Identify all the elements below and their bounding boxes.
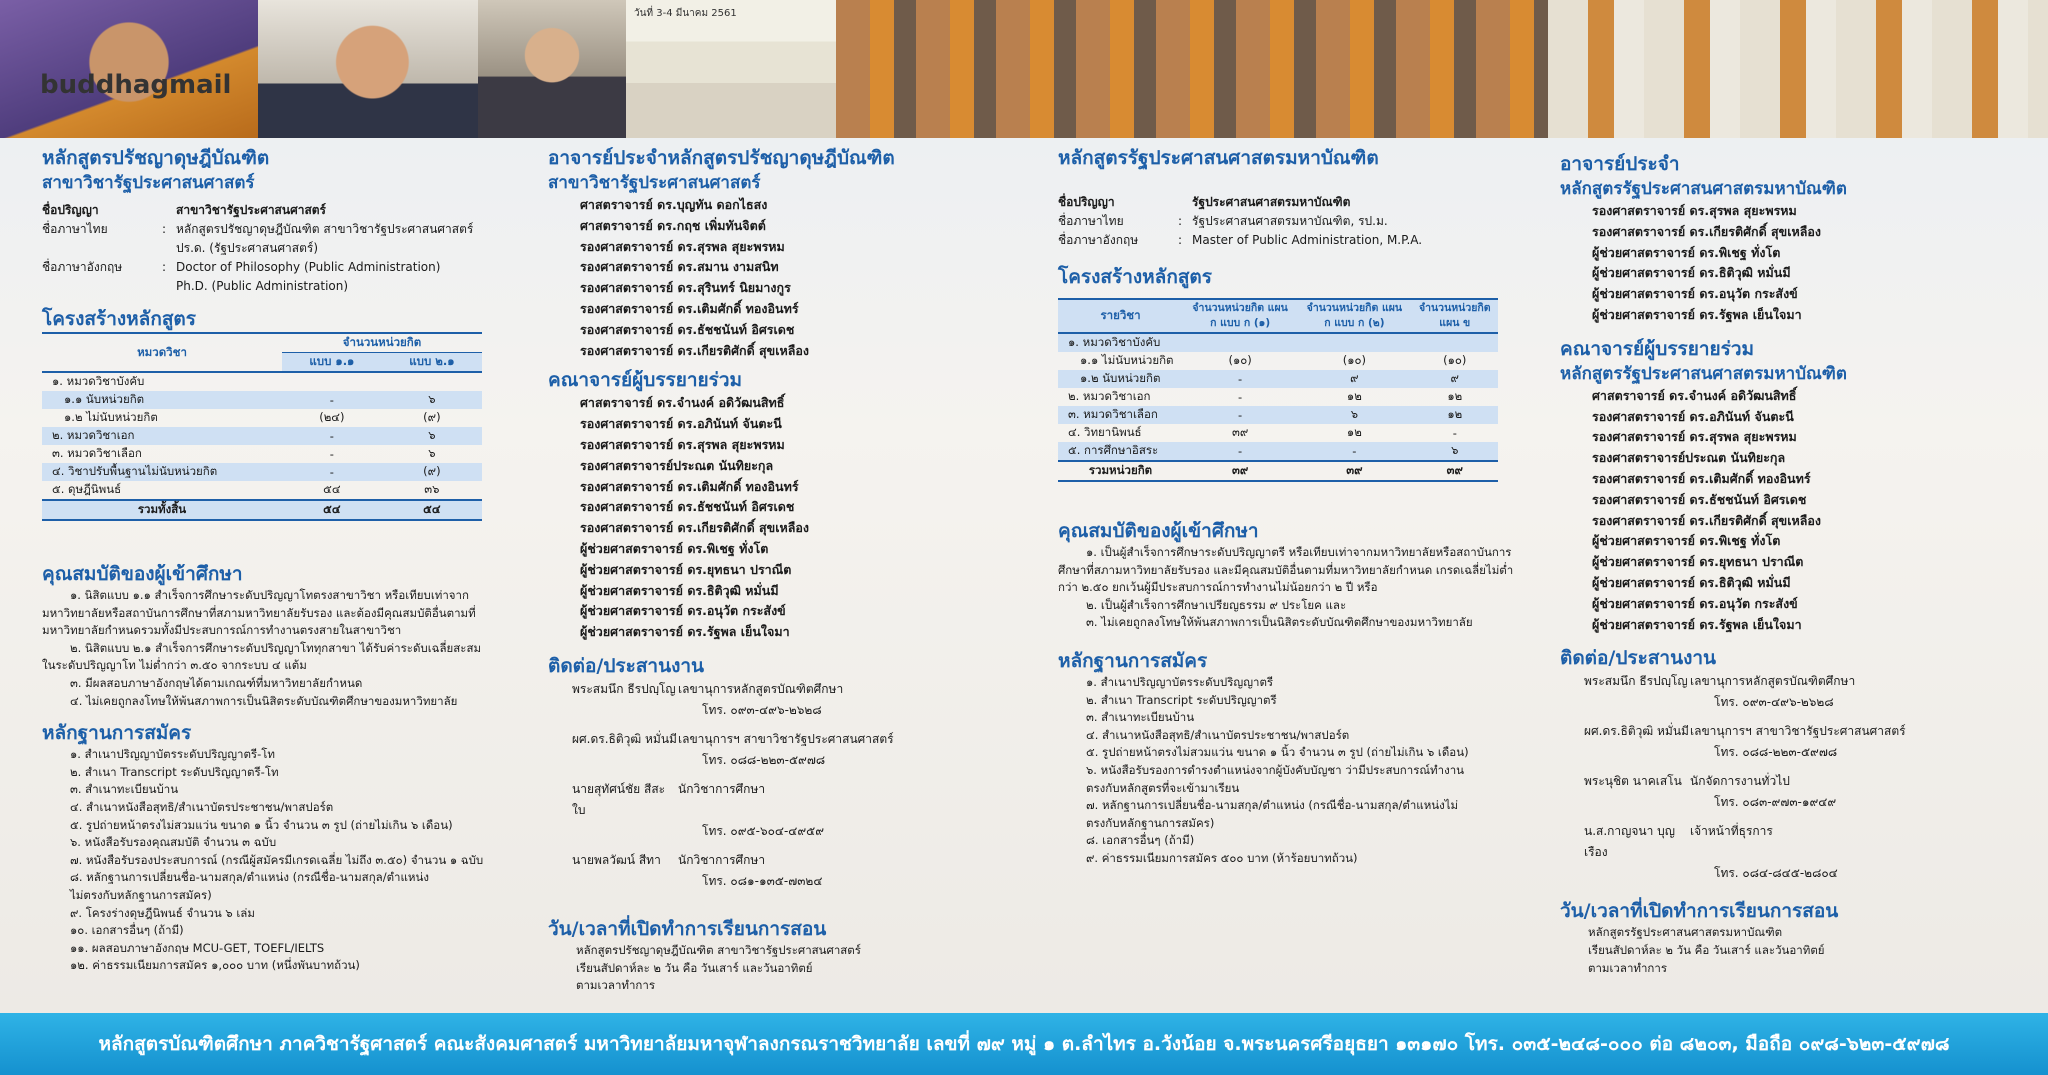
table-cell: ๔. วิชาปรับพื้นฐานไม่นับหน่วยกิต [42, 463, 282, 481]
structure-title: โครงสร้างหลักสูตร [1058, 266, 1212, 288]
faculty-member: ผู้ช่วยศาสตราจารย์ ดร.อนุวัต กระสังข์ [1592, 286, 1798, 302]
contact-row [1560, 721, 2030, 742]
info-value: รัฐประศาสนศาสตรมหาบัณฑิต, รป.ม. [1192, 214, 1388, 228]
table-row [42, 372, 482, 391]
lecturers-list [1560, 386, 2030, 636]
document-item: ๖. หนังสือรับรองคุณสมบัติ จำนวน ๓ ฉบับ [70, 835, 277, 850]
contact-role: เลขานุการหลักสูตรบัณฑิตศึกษา [1690, 674, 1856, 689]
contact-phone: โทร. ๐๘๑-๑๓๕-๗๓๒๔ [702, 873, 823, 888]
qualification-item: ๑. เป็นผู้สำเร็จการศึกษาระดับปริญญาตรี หรือเทียบเท่าจากมหาวิทยาลัยหรือสถาบันการศึกษาที่สภามหาวิทยาลัยรับรอง และมีคุณสมบัติอื่นตามที่มหาวิทยาลัยกำหนด เกรดเฉลี่ยไม่ต่ำกว่า ๒.๕๐ ยกเว้นผู้มีประสบการณ์การทำงานไม่น้อยกว่า ๒ ปี หรือ [1058, 545, 1514, 595]
table-cell: ๖ [1297, 406, 1411, 424]
schedule-line: หลักสูตรรัฐประศาสนศาสตรมหาบัณฑิต [1588, 925, 1783, 940]
contact-spacer [1560, 884, 2030, 892]
lecturers-list [548, 393, 1018, 643]
table-cell: ๖ [382, 391, 482, 409]
contact-phone: โทร. ๐๙๕-๖๐๔-๔๙๕๙ [702, 823, 825, 838]
lecturer-member: รองศาสตราจารย์ ดร.สุรพล สุยะพรหม [580, 436, 785, 452]
document-item: ตรงกับหลักสูตรที่จะเข้ามาเรียน [1086, 780, 1240, 795]
footer-address-bar: หลักสูตรบัณฑิตศึกษา ภาควิชารัฐศาสตร์ คณะสังคมศาสตร์ มหาวิทยาลัยมหาจุฬาลงกรณราชวิทยาลัย เลขที่ ๗๙ หมู่ ๑ ต.ลำไทร อ.วังน้อย จ.พระนครศรีอยุธยา ๑๓๑๗๐ โทร. ๐๓๕-๒๔๘-๐๐๐ ต่อ ๘๒๐๓, มือถือ ๐๙๘-๖๒๓-๕๙๗๘ [0, 1013, 2048, 1075]
faculty-member: ศาสตราจารย์ ดร.บุญทัน ดอกไธสง [580, 197, 768, 212]
documents-title: หลักฐานการสมัคร [42, 722, 192, 745]
contact-list [548, 679, 1018, 900]
faculty-member: ผู้ช่วยศาสตราจารย์ ดร.ธิติวุฒิ หมั่นมี [1592, 265, 1791, 281]
document-item: ๘. หลักฐานการเปลี่ยนชื่อ-นามสกุล/ตำแหน่ง (กรณีชื่อ-นามสกุล/ตำแหน่ง [70, 870, 429, 885]
degree-info [1058, 193, 1518, 250]
info-row [42, 220, 492, 239]
document-item: ๖. หนังสือรับรองการดำรงตำแหน่งจากผู้บังคับบัญชา ว่ามีประสบการณ์ทำงาน [1086, 762, 1465, 777]
lecturer-member: รองศาสตราจารย์ประณต นันทิยะกุล [1592, 450, 1786, 466]
contact-row [548, 679, 1018, 700]
info-row [42, 277, 492, 296]
info-label [42, 239, 162, 258]
contact-name: พระสมนึก ธีรปญฺโญ [572, 681, 676, 696]
document-item: ๗. หลักฐานการเปลี่ยนชื่อ-นามสกุล/ตำแหน่ง (กรณีชื่อ-นามสกุล/ตำแหน่งไม่ [1086, 798, 1459, 813]
document-item: ๙. โครงร่างดุษฎีนิพนธ์ จำนวน ๖ เล่ม [70, 905, 255, 920]
lecturer-member: รองศาสตราจารย์ ดร.อภินันท์ จันตะนี [580, 416, 782, 432]
info-separator: : [1178, 214, 1183, 228]
contact-name: น.ส.กาญจนา บุญเรือง [1584, 824, 1676, 860]
document-item: ๓. สำเนาทะเบียนบ้าน [70, 782, 179, 797]
info-value: Ph.D. (Public Administration) [176, 279, 349, 293]
lecturer-member: ผู้ช่วยศาสตราจารย์ ดร.รัฐพล เย็นใจมา [1592, 616, 1802, 632]
contact-phone: โทร. ๐๙๓-๔๙๖-๒๖๒๘ [1714, 695, 1834, 710]
schedule-line: ตามเวลาทำการ [1588, 960, 1668, 975]
lecturer-member: ผู้ช่วยศาสตราจารย์ ดร.รัฐพล เย็นใจมา [580, 624, 790, 640]
qualification-title: คุณสมบัติของผู้เข้าศึกษา [1058, 520, 1259, 542]
info-separator [162, 201, 176, 220]
table-row [1058, 370, 1498, 388]
column-mpa-program [1058, 145, 1518, 868]
document-item: ๗. หนังสือรับรองประสบการณ์ (กรณีผู้สมัครมีเกรดเฉลี่ย ไม่ถึง ๓.๕๐) จำนวน ๑ ฉบับ [70, 852, 484, 867]
info-separator: : [162, 260, 167, 274]
contact-name: ผศ.ดร.ธิติวุฒิ หมั่นมี [572, 731, 677, 746]
contact-role: นักวิชาการศึกษา [678, 852, 766, 867]
qualification-item: ๒. เป็นผู้สำเร็จการศึกษาเปรียญธรรม ๙ ประโยค และ [1086, 597, 1347, 612]
table-cell: ๑๒ [1447, 389, 1463, 403]
info-label: ชื่อภาษาอังกฤษ [1058, 233, 1139, 247]
table-header-plan-a1: จำนวนหน่วยกิต แผน ก แบบ ก (๑) [1183, 299, 1297, 333]
info-row [1058, 193, 1518, 212]
contact-name: ผศ.ดร.ธิติวุฒิ หมั่นมี [1584, 724, 1689, 739]
contact-spacer [1560, 813, 2030, 821]
table-cell: - [1452, 426, 1457, 440]
table-header-plan-b: จำนวนหน่วยกิต แผน ข [1412, 299, 1498, 333]
table-cell: ๖ [428, 446, 436, 460]
table-cell: ๑.๒ ไม่นับหน่วยกิต [64, 410, 158, 424]
lecturers-subtitle: หลักสูตรรัฐประศาสนศาสตรมหาบัณฑิต [1560, 363, 1847, 384]
info-label: ชื่อปริญญา [1058, 195, 1115, 209]
table-cell: รวมหน่วยกิต [1058, 461, 1183, 481]
contact-phone: โทร. ๐๘๔-๘๔๕-๒๘๐๔ [1714, 866, 1838, 881]
lecturers-title: คณาจารย์ผู้บรรยายร่วม [548, 369, 743, 392]
table-row [1058, 406, 1498, 424]
column-phd-faculty [548, 145, 1018, 995]
document-item: ๑๒. ค่าธรรมเนียมการสมัคร ๑,๐๐๐ บาท (หนึ่งพันบาทถ้วน) [70, 958, 360, 973]
info-row [42, 239, 492, 258]
faculty-member: รองศาสตราจารย์ ดร.สุรพล สุยะพรหม [580, 238, 785, 254]
table-cell: ๓. หมวดวิชาเลือก [52, 446, 142, 460]
table-cell: - [282, 391, 382, 409]
table-cell: - [282, 427, 382, 445]
schedule-line: ตามเวลาทำการ [576, 978, 656, 993]
contact-name: นายสุทัศน์ชัย สีสะใบ [572, 781, 666, 817]
document-item: ตรงกับหลักฐานการสมัคร) [1086, 815, 1215, 830]
table-cell: ๓๙ [1231, 425, 1249, 439]
table-cell: (๙) [423, 410, 441, 424]
info-label: ชื่อภาษาไทย [42, 222, 108, 236]
contact-role: นักจัดการงานทั่วไป [1690, 774, 1790, 789]
structure-title: โครงสร้างหลักสูตร [42, 308, 196, 330]
lecturer-member: ผู้ช่วยศาสตราจารย์ ดร.พิเชฐ ทั่งโต [1592, 533, 1781, 549]
table-row [1058, 424, 1498, 442]
lecturer-member: รองศาสตราจารย์ ดร.ธัชชนันท์ อิศรเดช [580, 499, 795, 515]
column-mpa-faculty [1560, 145, 2030, 977]
photo-presentation-screen [626, 0, 836, 138]
contact-row [1560, 771, 2030, 792]
faculty-member: รองศาสตราจารย์ ดร.สุรินทร์ นิยมางกูร [580, 280, 791, 296]
lecturer-member: ผู้ช่วยศาสตราจารย์ ดร.ยุทธนา ปราณีต [580, 561, 792, 577]
credit-table [1058, 298, 1498, 482]
faculty-member: รองศาสตราจารย์ ดร.เกียรติศักดิ์ สุขเหลือง [580, 342, 809, 358]
table-header-plan-2: แบบ ๒.๑ [382, 353, 482, 373]
contact-row [1560, 671, 2030, 692]
photo-email-text: buddhagmail [40, 70, 232, 100]
table-cell: ๙ [1412, 370, 1498, 388]
faculty-member: ศาสตราจารย์ ดร.กฤช เพิ่มทันจิตต์ [580, 217, 766, 233]
faculty-member: ผู้ช่วยศาสตราจารย์ ดร.พิเชฐ ทั่งโต [1592, 244, 1781, 260]
lecturer-member: รองศาสตราจารย์ ดร.ธัชชนันท์ อิศรเดช [1592, 491, 1807, 507]
document-item: ๑๐. เอกสารอื่นๆ (ถ้ามี) [70, 923, 184, 938]
schedule-title: วัน/เวลาที่เปิดทำการเรียนการสอน [1560, 900, 1839, 923]
info-value: ปร.ด. (รัฐประศาสนศาสตร์) [176, 241, 319, 255]
table-row [42, 427, 482, 445]
table-cell: ๖ [382, 427, 482, 445]
contact-phone: โทร. ๐๘๓-๙๗๓-๑๙๔๙ [1714, 795, 1837, 810]
table-header-plan-a2: จำนวนหน่วยกิต แผน ก แบบ ก (๒) [1297, 299, 1411, 333]
document-item: ๓. สำเนาทะเบียนบ้าน [1086, 710, 1195, 725]
table-row [1058, 442, 1498, 461]
contact-role: เจ้าหน้าที่ธุรการ [1690, 824, 1773, 839]
contact-spacer [1560, 763, 2030, 771]
contact-phone: โทร. ๐๘๘-๒๒๓-๕๙๗๘ [702, 752, 826, 767]
contact-role: เลขานุการหลักสูตรบัณฑิตศึกษา [678, 681, 844, 696]
contact-role: นักวิชาการศึกษา [678, 781, 766, 796]
contact-spacer [548, 892, 1018, 900]
table-row [42, 391, 482, 409]
contact-spacer [548, 771, 1018, 779]
contact-title: ติดต่อ/ประสานงาน [1560, 647, 1717, 670]
table-cell: รวมทั้งสิ้น [42, 500, 282, 520]
photo-speaker-2 [478, 0, 626, 138]
document-item: ๒. สำเนา Transcript ระดับปริญญาตรี [1086, 692, 1277, 707]
table-cell: - [1183, 442, 1297, 461]
document-item: ๘. เอกสารอื่นๆ (ถ้ามี) [1086, 833, 1195, 848]
table-cell: ๔. วิทยานิพนธ์ [1068, 425, 1142, 439]
table-row [1058, 352, 1498, 370]
faculty-member: รองศาสตราจารย์ ดร.สมาน งามสนิท [580, 259, 779, 275]
contact-role: เลขานุการฯ สาขาวิชารัฐประศาสนศาสตร์ [1690, 724, 1906, 739]
table-cell: ๕๔ [282, 500, 382, 520]
table-cell: (๙) [382, 463, 482, 481]
section-title: อาจารย์ประจำหลักสูตรปรัชญาดุษฎีบัณฑิต [548, 147, 895, 169]
table-cell: ๑.๒ นับหน่วยกิต [1058, 370, 1183, 388]
schedule-line: เรียนสัปดาห์ละ ๒ วัน คือ วันเสาร์ และวันอาทิตย์ [576, 960, 813, 975]
schedule-text [1560, 924, 2030, 977]
documents-title: หลักฐานการสมัคร [1058, 649, 1208, 672]
faculty-list [548, 195, 1018, 361]
section-subtitle: สาขาวิชารัฐประศาสนศาสตร์ [42, 173, 255, 193]
lecturer-member: รองศาสตราจารย์ ดร.สุรพล สุยะพรหม [1592, 429, 1797, 445]
contact-title: ติดต่อ/ประสานงาน [548, 654, 705, 677]
table-cell: ๑.๑ ไม่นับหน่วยกิต [1080, 353, 1174, 367]
table-row [42, 463, 482, 481]
info-row [42, 258, 492, 277]
lecturer-member: รองศาสตราจารย์ ดร.เติมศักดิ์ ทองอินทร์ [580, 478, 799, 494]
photo-meeting [1548, 0, 2048, 138]
table-row [42, 409, 482, 427]
table-cell: ๓๙ [1412, 461, 1498, 481]
table-cell: ๕. การศึกษาอิสระ [1058, 442, 1183, 461]
table-cell [1183, 333, 1297, 352]
info-row [1058, 231, 1518, 250]
section-subtitle: สาขาวิชารัฐประศาสนศาสตร์ [548, 173, 761, 193]
lecturer-member: ผู้ช่วยศาสตราจารย์ ดร.พิเชฐ ทั่งโต [580, 540, 769, 556]
schedule-line: หลักสูตรปรัชญาดุษฎีบัณฑิต สาขาวิชารัฐประศาสนศาสตร์ [576, 942, 861, 957]
contact-list [1560, 671, 2030, 892]
info-separator: : [162, 222, 167, 236]
info-separator: : [1178, 233, 1183, 247]
table-cell: ๕๔ [323, 482, 341, 496]
contact-name: พระนุชิต นาคเสโน [1584, 774, 1682, 789]
lecturer-member: รองศาสตราจารย์ ดร.อภินันท์ จันตะนี [1592, 408, 1794, 424]
contact-role: เลขานุการฯ สาขาวิชารัฐประศาสนศาสตร์ [678, 731, 894, 746]
info-row [1058, 212, 1518, 231]
faculty-member: รองศาสตราจารย์ ดร.สุรพล สุยะพรหม [1592, 203, 1797, 218]
table-header-category: หมวดวิชา [42, 333, 282, 372]
table-header-subject: รายวิชา [1058, 299, 1183, 333]
lecturer-member: รองศาสตราจารย์ ดร.เติมศักดิ์ ทองอินทร์ [1592, 470, 1811, 486]
qualification-list [1058, 544, 1518, 632]
info-separator [162, 239, 176, 258]
table-cell: - [1238, 390, 1243, 404]
lecturer-member: รองศาสตราจารย์ ดร.เกียรติศักดิ์ สุขเหลือง [1592, 512, 1821, 528]
table-cell: (๑๐) [1342, 353, 1367, 367]
info-label: ชื่อภาษาอังกฤษ [42, 260, 123, 274]
schedule-title: วัน/เวลาที่เปิดทำการเรียนการสอน [548, 917, 827, 940]
table-row [1058, 333, 1498, 352]
faculty-member: รองศาสตราจารย์ ดร.เกียรติศักดิ์ สุขเหลือง [1592, 223, 1821, 239]
table-cell: - [329, 447, 334, 461]
table-header-credits: จำนวนหน่วยกิต [282, 333, 482, 353]
table-cell: - [1183, 370, 1297, 388]
document-item: ๔. สำเนาหนังสือสุทธิ/สำเนาบัตรประชาชน/พาสปอร์ต [1086, 727, 1350, 742]
table-cell: ๖ [1412, 442, 1498, 461]
lecturer-member: ผู้ช่วยศาสตราจารย์ ดร.ธิติวุฒิ หมั่นมี [1592, 574, 1791, 590]
info-value: รัฐประศาสนศาสตรมหาบัณฑิต [1192, 195, 1351, 209]
section-title: หลักสูตรรัฐประศาสนศาสตรมหาบัณฑิต [1058, 147, 1379, 169]
contact-phone: โทร. ๐๙๓-๔๙๖-๒๖๒๘ [702, 702, 822, 717]
table-row [42, 500, 482, 520]
lecturers-title: คณาจารย์ผู้บรรยายร่วม [1560, 337, 1755, 360]
schedule-text [548, 942, 1018, 995]
table-row [1058, 461, 1498, 481]
table-cell: ๕๔ [382, 500, 482, 520]
info-value: Master of Public Administration, M.P.A. [1192, 233, 1423, 247]
table-cell: (๒๔) [319, 410, 345, 424]
contact-row [548, 779, 1018, 821]
table-cell: - [282, 463, 382, 481]
lecturer-member: ผู้ช่วยศาสตราจารย์ ดร.ยุทธนา ปราณีต [1592, 554, 1804, 570]
contact-row [548, 850, 1018, 871]
table-row [42, 481, 482, 500]
qualification-item: ๒. นิสิตแบบ ๒.๑ สำเร็จการศึกษาระดับปริญญาโททุกสาขา ได้รับค่าระดับเฉลี่ยสะสมในระดับปริญญาโท ไม่ต่ำกว่า ๓.๕๐ จากระบบ ๔ แต้ม [42, 640, 482, 673]
credit-table [42, 332, 482, 521]
table-cell: (๑๐) [1443, 353, 1467, 367]
documents-list [1058, 674, 1518, 868]
table-cell: - [1297, 442, 1411, 461]
contact-row [548, 729, 1018, 750]
table-cell: ๑๒ [1346, 389, 1362, 403]
qualification-item: ๑. นิสิตแบบ ๑.๑ สำเร็จการศึกษาระดับปริญญาโทตรงสาขาวิชา หรือเทียบเท่าจากมหาวิทยาลัยหรือสถาบันการศึกษาที่สภามหาวิทยาลัยรับรอง และต้องมีคุณสมบัติอื่นตามที่มหาวิทยาลัยกำหนดรวมทั้งมีประสบการณ์การทำงานตรงสายในสาขาวิชา [42, 588, 476, 638]
contact-row [1560, 821, 2030, 863]
table-cell: ๒. หมวดวิชาเอก [42, 427, 282, 445]
faculty-member: ผู้ช่วยศาสตราจารย์ ดร.รัฐพล เย็นใจมา [1592, 306, 1802, 322]
table-cell: ๒. หมวดวิชาเอก [1068, 389, 1151, 403]
contact-spacer [1560, 713, 2030, 721]
table-cell [382, 372, 482, 391]
info-value: หลักสูตรปรัชญาดุษฎีบัณฑิต สาขาวิชารัฐประศาสนศาสตร์ [176, 222, 474, 236]
table-cell: - [1183, 406, 1297, 424]
info-label [42, 277, 162, 296]
qualification-title: คุณสมบัติของผู้เข้าศึกษา [42, 563, 243, 585]
section-title: หลักสูตรปรัชญาดุษฎีบัณฑิต [42, 147, 270, 169]
photo-monk-portrait [0, 0, 258, 138]
info-separator [162, 277, 176, 296]
faculty-list [1560, 201, 2030, 326]
document-item: ๙. ค่าธรรมเนียมการสมัคร ๕๐๐ บาท (ห้าร้อยบาทถ้วน) [1086, 850, 1358, 865]
photo-speaker-1 [258, 0, 478, 138]
table-cell: ๓๖ [424, 482, 440, 496]
table-cell: ๕. ดุษฎีนิพนธ์ [52, 482, 122, 496]
qualification-list [42, 587, 492, 710]
table-cell: ๙ [1297, 370, 1411, 388]
section-subtitle: หลักสูตรรัฐประศาสนศาสตรมหาบัณฑิต [1560, 179, 1847, 199]
qualification-item: ๔. ไม่เคยถูกลงโทษให้พ้นสภาพการเป็นนิสิตระดับบัณฑิตศึกษาของมหาวิทยาลัย [70, 693, 458, 708]
lecturer-member: รองศาสตราจารย์ ดร.เกียรติศักดิ์ สุขเหลือง [580, 520, 809, 536]
table-cell: ๑. หมวดวิชาบังคับ [1058, 333, 1183, 352]
contact-spacer [548, 842, 1018, 850]
document-item: ๑. สำเนาปริญญาบัตรระดับปริญญาตรี-โท [70, 747, 276, 762]
document-item: ๒. สำเนา Transcript ระดับปริญญาตรี-โท [70, 764, 279, 779]
contact-phone: โทร. ๐๘๘-๒๒๓-๕๙๗๘ [1714, 745, 1838, 760]
table-cell [1412, 333, 1498, 352]
document-item: ๑๑. ผลสอบภาษาอังกฤษ MCU-GET, TOEFL/IELTS [70, 940, 325, 955]
table-cell: ๑.๑ นับหน่วยกิต [42, 391, 282, 409]
info-row [42, 201, 492, 220]
lecturer-member: ผู้ช่วยศาสตราจารย์ ดร.อนุวัต กระสังข์ [1592, 595, 1798, 611]
qualification-item: ๓. มีผลสอบภาษาอังกฤษได้ตามเกณฑ์ที่มหาวิทยาลัยกำหนด [70, 675, 363, 690]
document-item: ๔. สำเนาหนังสือสุทธิ/สำเนาบัตรประชาชน/พาสปอร์ต [70, 799, 334, 814]
document-item: ๕. รูปถ่ายหน้าตรงไม่สวมแว่น ขนาด ๑ นิ้ว จำนวน ๓ รูป (ถ่ายไม่เกิน ๖ เดือน) [70, 817, 453, 832]
table-cell: ๑. หมวดวิชาบังคับ [52, 374, 145, 388]
table-cell: ๑๒ [1412, 406, 1498, 424]
table-header-plan-1: แบบ ๑.๑ [282, 353, 382, 373]
lecturer-member: ศาสตราจารย์ ดร.จำนงค์ อดิวัฒนสิทธิ์ [1592, 387, 1797, 403]
document-item: ไม่ตรงกับหลักฐานการสมัคร) [70, 887, 212, 902]
column-phd-program [42, 145, 492, 975]
faculty-member: รองศาสตราจารย์ ดร.ธัชชนันท์ อิศรเดช [580, 321, 795, 337]
info-label: ชื่อปริญญา [42, 203, 99, 217]
lecturer-member: ผู้ช่วยศาสตราจารย์ ดร.ธิติวุฒิ หมั่นมี [580, 582, 779, 598]
photo-banner [0, 0, 2048, 138]
table-cell [282, 372, 382, 391]
table-cell: ๓๙ [1297, 461, 1411, 481]
table-cell: ๓๙ [1183, 461, 1297, 481]
lecturer-member: ผู้ช่วยศาสตราจารย์ ดร.อนุวัต กระสังข์ [580, 603, 786, 619]
photo-banner-date: วันที่ 3-4 มีนาคม 2561 [634, 8, 737, 19]
table-row [1058, 388, 1498, 406]
info-label: ชื่อภาษาไทย [1058, 214, 1124, 228]
section-title: อาจารย์ประจำ [1560, 153, 1680, 175]
info-separator [1178, 193, 1192, 212]
table-cell [1297, 333, 1411, 352]
table-cell: ๓. หมวดวิชาเลือก [1058, 406, 1183, 424]
table-cell: ๑๒ [1346, 425, 1362, 439]
contact-name: พระสมนึก ธีรปญฺโญ [1584, 674, 1688, 689]
lecturer-member: รองศาสตราจารย์ประณต นันทิยะกุล [580, 457, 774, 473]
document-item: ๕. รูปถ่ายหน้าตรงไม่สวมแว่น ขนาด ๑ นิ้ว จำนวน ๓ รูป (ถ่ายไม่เกิน ๖ เดือน) [1086, 745, 1469, 760]
schedule-line: เรียนสัปดาห์ละ ๒ วัน คือ วันเสาร์ และวันอาทิตย์ [1588, 942, 1825, 957]
degree-info [42, 201, 492, 296]
photo-classroom [836, 0, 1548, 138]
lecturer-member: ศาสตราจารย์ ดร.จำนงค์ อดิวัฒนสิทธิ์ [580, 395, 785, 411]
documents-list [42, 746, 492, 975]
faculty-member: รองศาสตราจารย์ ดร.เติมศักดิ์ ทองอินทร์ [580, 300, 799, 316]
contact-spacer [548, 721, 1018, 729]
contact-name: นายพลวัฒน์ สีทา [572, 852, 661, 867]
table-row [42, 445, 482, 463]
qualification-item: ๓. ไม่เคยถูกลงโทษให้พ้นสภาพการเป็นนิสิตระดับบัณฑิตศึกษาของมหาวิทยาลัย [1086, 615, 1473, 630]
info-value: Doctor of Philosophy (Public Administration) [176, 260, 441, 274]
table-cell: (๑๐) [1228, 353, 1252, 367]
info-value: สาขาวิชารัฐประศาสนศาสตร์ [176, 203, 326, 217]
document-item: ๑. สำเนาปริญญาบัตรระดับปริญญาตรี [1086, 674, 1274, 689]
